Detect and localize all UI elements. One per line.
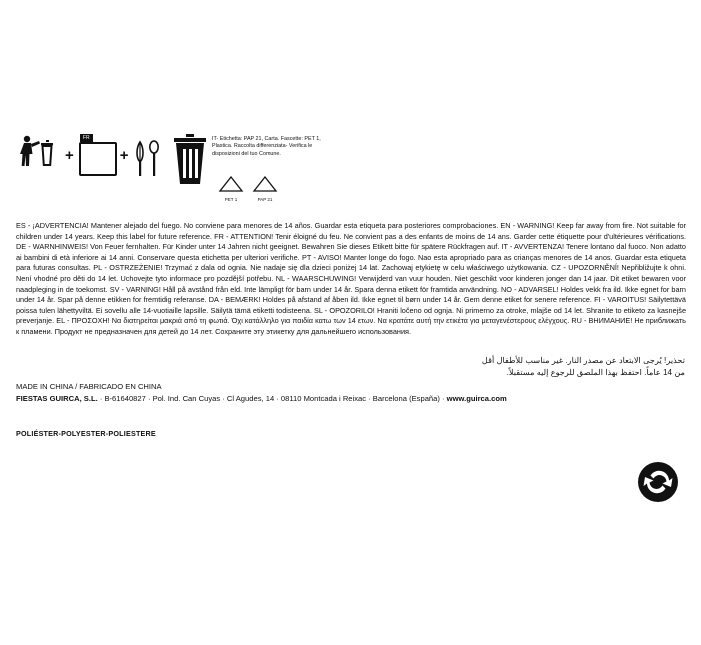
paper-label-icon: [79, 134, 115, 180]
person-bin-icon: [16, 134, 54, 172]
multilingual-warning-text: ES - ¡ADVERTENCIA! Mantener alejado del fuego. No conviene para menores de 14 años. Guardar esta etiqueta para posteriores comprobaciones. EN - WARNING! Keep far away from fire. Not suitable for children under 14 years. Keep this label for future reference. FR - ATTENTION! Tenir éloigné du feu. Ne convient pas a des enfants de moins de 14 ans. Garder cette étiquette pour d'ultérieures vérifications. DE - WARNHINWEIS! Von Feuer fernhalten. Für Kinder unter 14 Jahren nicht geeignet. Bewahren Sie dieses Etikett bitte für spätere Rückfragen auf. IT - AVVERTENZA! Tenere lontano dal fuoco. Non adatto ai bambini di età inferiore ai 14 anni. Conservare questa etichetta per ulteriori verifiche. PT - AVISO! Manter longe do fogo. Nao esta apropriado para as crianças menores de 14 anos. Guardar esta etiqueta para futuras consultas. PL - OSTRZEŻENIE! Trzymać z dala od ognia. Nie nadaje się dla dzieci poniżej 14 lat. Zachowaj etykietę w celu właściwego użytkowania. CZ - UPOZORNĚNÍ! Nepřibližujte k ohni. Není vhodné pro děti do 14 let. Uchovejte tyto informace pro pozdější potřebu. NL - WAARSCHUWING! Verwijderd van vuur houden. Niet geschikt voor kinderen jonger dan 14 jaar. Dit etiket bewaren voor naadpleging in de toekomst. SV - VARNING! Håll på avstånd från eld. Inte lämpligt för barn under 14 år. Spara denna etikett för framtida användning. NO - ADVARSEL! Holdes vekk fra ild. Ikke egnet for barn under 14 år. Spar på denne etikken for fremtidig referanse. DA - BEMÆRK! Holdes på afstand af åben ild. Ikke egnet til børn under 14 år. Gem denne etiket for senere reference. FI - VAROITUS! Säilytettävä poissa tulen lähettyviltä. Ei sovellu alle 14-vuotiaille lapsille. Säilytä tämä etiketti todisteena. SL - OPOZORILO! Hraniti ločeno od ognja. Ni primerno za otroke, mlajše od 14 let. Shranite to etiketo za kasnejše preverjanje. EL - ΠΡΟΣΟΧΗ! Να διατηρείται μακριά από τη φωτιά. Όχι κατάλληλο για παιδία κατω των 14 ετων. Να κρατάτε αυτή την ετικέτα για μεταγενέστερους ελέγχους. RU - ВНИМАНИЕ! Не приближать к пламени. Продукт не предназначен для детей до 14 лет. Сохраните эту этикетку для дальнейшего использования.: [16, 221, 686, 336]
recycle-triangle-pap: [252, 176, 278, 203]
manufacturer-details: [16, 393, 507, 404]
made-in-label: MADE IN CHINA / FABRICADO EN CHINA: [16, 382, 162, 391]
manufacturer-website: www.guirca.com: [446, 394, 507, 403]
manufacturer-address: · B-61640827 · Pol. Ind. Can Cuyas · Cl Agudes, 14 · 08110 Montcada i Reixac · Barcelona (España) ·: [97, 394, 447, 403]
paper-sheet-shape: [79, 142, 117, 176]
disposal-icon-row: [16, 134, 210, 186]
recycle-code-pap: PAP 21: [257, 197, 273, 202]
whisk-spoon-icon: [134, 138, 164, 178]
plus-symbol-2: +: [119, 147, 129, 164]
material-label: POLIÉSTER-POLYESTER-POLIESTERE: [16, 429, 156, 438]
waste-bin-icon: [170, 134, 210, 186]
disposal-icon-block: [16, 134, 321, 202]
arabic-warning-line-1: تحذير! يُرجى الابتعاد عن مصدر النار. غير مناسب للأطفال أقل: [481, 356, 685, 365]
recycle-triangles: [218, 176, 278, 203]
paper-tag-label: FR: [80, 134, 93, 142]
disposal-note: IT- Etichetta: PAP 21, Carta. Fascette: PET 1, Plastica. Raccolta differenziata- Verifica le disposizioni del tuo Comune.: [212, 136, 321, 157]
plus-symbol: +: [65, 147, 74, 164]
manufacturer-name: FIESTAS GUIRCA, S.L.: [16, 394, 98, 403]
arabic-warning-line-2: من 14 عاماً. احتفظ بهذا الملصق للرجوع إليه مستقبلاً.: [506, 368, 685, 377]
recycle-code-pet: PET 1: [224, 197, 238, 202]
green-point-recycling-icon: [637, 461, 679, 503]
recycle-triangle-pet: [218, 176, 244, 203]
arabic-warning-text: [475, 355, 685, 379]
